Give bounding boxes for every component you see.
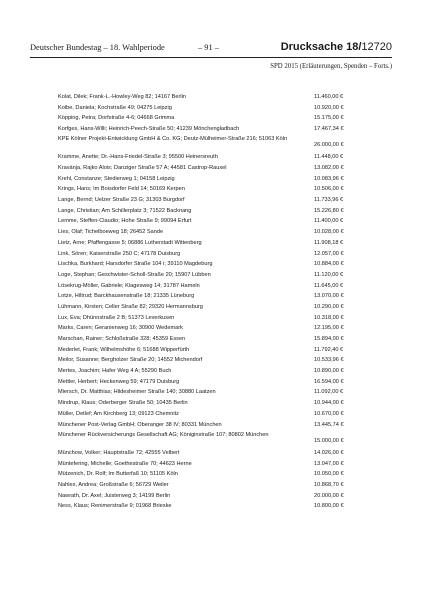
- donation-row: [58, 113, 378, 124]
- donor-name-address: Marks, Caren; Geranienweg 16; 30900 Wedemark: [58, 325, 183, 332]
- donor-name-address: Miersch, Dr. Matthias; Hildesheimer Straße 140; 30880 Laatzen: [58, 389, 216, 396]
- donation-row: [58, 238, 378, 249]
- donation-amount: 10.670,00 €: [314, 410, 344, 417]
- donor-name-address: Kolat, Dilek; Frank-L.-Howley-Weg 82; 14167 Berlin: [58, 94, 186, 100]
- donation-amount: 15.226,80 €: [314, 207, 344, 214]
- donation-amount: 11.092,00 €: [314, 389, 344, 396]
- page-number: – 91 –: [198, 43, 219, 52]
- donation-row: [58, 334, 378, 345]
- donor-name-address: Nahles, Andrea; Großstraße 6; 56729 Weiler: [58, 481, 169, 488]
- donor-name-address: Lange, Bernd; Uelzer Straße 23 G; 31303 Burgdorf: [58, 197, 185, 204]
- donation-amount: 10.083,96 €: [314, 175, 344, 182]
- donation-amount: 11.400,00 €: [314, 218, 344, 225]
- donation-amount: 10.318,00 €: [314, 314, 344, 321]
- donation-amount: 10.920,00 €: [314, 104, 344, 111]
- donor-name-address: Lemme, Steffen-Claudio; Hohe Straße 9; 99094 Erfurt: [58, 218, 192, 225]
- donation-row: [58, 103, 378, 114]
- donor-name-address: Ness, Klaus; Renimerstraße 9; 01968 Brieske: [58, 503, 172, 510]
- donation-row: [58, 206, 378, 217]
- donation-amount: 10.506,00 €: [314, 186, 344, 193]
- document-label: Drucksache 18/: [280, 41, 362, 53]
- donation-amount: 10.868,70 €: [314, 481, 344, 488]
- donor-name-address: Mertes, Joachim; Hafer Weg 4 A; 55290 Buch: [58, 368, 172, 375]
- donation-row: [58, 184, 378, 195]
- donation-amount: 10.944,00 €: [314, 400, 344, 407]
- document-number: [281, 41, 392, 54]
- donation-amount: 10.028,00 €: [314, 229, 344, 236]
- donation-row: [58, 174, 378, 185]
- donor-name-address: Lösekrug-Möller, Gabriele; Klagesweg 14; 31787 Hameln: [58, 282, 200, 289]
- donor-name-address: Lux, Eva; Dhünnstraße 2 B; 51373 Leverkusen: [58, 314, 175, 321]
- donation-row: [58, 270, 378, 281]
- donation-amount: 12.057,00 €: [314, 250, 344, 257]
- donation-row: [58, 409, 378, 420]
- donation-row: [58, 195, 378, 206]
- donor-name-address: Mettler, Herbert; Heckenweg 59; 47179 Duisburg: [58, 378, 180, 385]
- donation-amount: 15.000,00 €: [314, 437, 344, 444]
- document-number-value: 12720: [361, 41, 392, 53]
- donation-row: [58, 501, 378, 512]
- donor-name-address: Nawrath, Dr. Axel; Juisterweg 3; 14199 Berlin: [58, 492, 171, 499]
- donation-amount: 10.884,00 €: [314, 261, 344, 268]
- donation-row: [58, 291, 378, 302]
- donation-amount: 15.894,00 €: [314, 336, 344, 343]
- donation-row: [58, 355, 378, 366]
- donation-amount: 13.082,00 €: [314, 165, 344, 172]
- parliament-period: Deutscher Bundestag – 18. Wahlperiode: [30, 43, 165, 52]
- donation-row: [58, 420, 378, 431]
- donation-amount: 12.195,00 €: [314, 325, 344, 332]
- donor-name-address: Mindrup, Klaus; Oderberger Straße 50; 10435 Berlin: [58, 400, 188, 407]
- donor-name-address: Münchener Rückversicherungs Gesellschaft AG; Königinstraße 107; 80802 München: [58, 431, 269, 438]
- donation-amount: 10.533,96 €: [314, 357, 344, 364]
- donation-row: [58, 313, 378, 324]
- donor-name-address: Loge, Stephan; Geschwister-Scholl-Straße 20; 15907 Lübben: [58, 271, 211, 278]
- donation-row: [58, 249, 378, 260]
- donor-name-address: Münchow, Volker; Hauptstraße 72; 42555 Velbert: [58, 449, 180, 456]
- donation-row: [58, 323, 378, 334]
- donor-name-address: Münchener Post-Verlag GmbH; Oberanger 38 IV; 80331 München: [58, 421, 222, 428]
- donation-amount: 10.800,00 €: [314, 503, 344, 510]
- donor-name-address: Müller, Detlef; Am Kirchberg 13; 09123 Chemnitz: [58, 410, 179, 417]
- donor-name-address: Lühmann, Kirsten; Celler Straße 82; 29320 Hermannsburg: [58, 303, 203, 310]
- donor-name-address: Mützenich, Dr. Rolf; Im Butterfaß 10; 51105 Köln: [58, 471, 178, 478]
- donation-row: [58, 398, 378, 409]
- donation-amount: 11.733,96 €: [314, 197, 344, 204]
- donation-row: [58, 459, 378, 470]
- donor-name-address: Müntefering, Michelle; Goethestraße 70; 44623 Herne: [58, 460, 192, 467]
- donation-row: [58, 259, 378, 270]
- donation-row: [58, 163, 378, 174]
- donor-name-address: KPE Kölner Projekt-Entwicklung GmbH & Co. KG; Deutz-Mülheimer-Straße 216; 51063 Köln: [58, 136, 288, 143]
- donor-name-address: Meilor, Susanne; Bergholzer Straße 20; 14552 Michendorf: [58, 357, 203, 364]
- donor-name-address: Lotze, Hiltrud; Barckhausenstraße 18; 21335 Lüneburg: [58, 293, 195, 300]
- donation-amount: 10.050,00 €: [314, 471, 344, 478]
- page-header: [30, 43, 392, 58]
- donation-row: [58, 377, 378, 388]
- donor-name-address: Köpping, Petra; Dorfstraße 4-6; 04668 Grimma: [58, 115, 175, 122]
- donor-name-address: Link, Sören; Kaiserstraße 250 C; 47178 Duisburg: [58, 250, 181, 257]
- donor-name-address: Kramme, Anette; Dr.-Hans-Friedel-Straße 3; 95500 Heinersreuth: [58, 154, 218, 161]
- donation-row: [58, 480, 378, 491]
- donation-amount: 11.645,00 €: [314, 282, 344, 289]
- donor-name-address: Kravánja, Rajko Alois; Danziger Straße 57 A; 44581 Castrop-Rauxel: [58, 165, 227, 172]
- donation-amount: 10.290,00 €: [314, 303, 344, 310]
- donation-row: [58, 281, 378, 292]
- donation-row: [58, 491, 378, 502]
- donation-row: [58, 152, 378, 163]
- donor-name-address: Marschan, Rainer; Schloßstraße 328; 45359 Essen: [58, 336, 186, 343]
- donation-amount: 15.175,00 €: [314, 115, 344, 122]
- donation-amount: 11.120,00 €: [314, 271, 344, 278]
- donor-name-address: Lischka, Burkhard; Harsdorfer Straße 104 i; 39110 Magdeburg: [58, 261, 213, 268]
- donation-row: [58, 227, 378, 238]
- donation-row: [58, 448, 378, 459]
- donor-name-address: Mederlet, Frank; Wilhelmshöhe 6; 51688 Wipperfürth: [58, 346, 190, 353]
- donation-amount: 13.070,00 €: [314, 293, 344, 300]
- section-subheader: SPD 2015 (Erläuterungen, Spenden – Forts.): [270, 63, 392, 70]
- donor-name-address: Korfges, Hans-Willi; Heinrich-Peech-Straße 50; 41239 Mönchengladbach: [58, 126, 240, 133]
- donation-row: [58, 124, 378, 135]
- donation-amount: 11.460,00 €: [314, 94, 344, 100]
- donation-row: [58, 135, 378, 153]
- donor-name-address: Krehl, Constanze; Stedierweg 1; 04158 Leipzig: [58, 175, 175, 182]
- donation-list: [58, 92, 378, 512]
- donation-amount: 16.594,00 €: [314, 378, 344, 385]
- donation-amount: 13.445,74 €: [314, 421, 344, 428]
- donor-name-address: Kolbe, Daniela; Kochstraße 49; 04275 Leipzig: [58, 104, 172, 111]
- donor-name-address: Krings, Hans; Im Boisdorfer Feld 14; 50169 Kerpen: [58, 186, 185, 193]
- donation-row: [58, 216, 378, 227]
- donation-amount: 13.047,00 €: [314, 460, 344, 467]
- donation-row: [58, 345, 378, 356]
- donation-row: [58, 469, 378, 480]
- donation-amount: 20.000,00 €: [314, 492, 344, 499]
- donation-row: [58, 366, 378, 377]
- donation-row: [58, 302, 378, 313]
- donation-amount: 11.908,18 €: [314, 239, 344, 246]
- donation-amount: 26.000,00 €: [314, 142, 344, 149]
- donation-amount: 11.792,40 €: [314, 346, 344, 353]
- donation-row: [58, 430, 378, 448]
- donation-amount: 10.890,00 €: [314, 368, 344, 375]
- donation-amount: 14.026,00 €: [314, 449, 344, 456]
- donation-row: [58, 92, 378, 103]
- donor-name-address: Lies, Olaf; Tichelboeweg 18; 26452 Sande: [58, 229, 164, 236]
- donor-name-address: Lange, Christian; Am Schillerplatz 3; 71522 Backnang: [58, 207, 192, 214]
- donation-amount: 11.448,00 €: [314, 154, 344, 161]
- donation-row: [58, 387, 378, 398]
- donation-amount: 17.467,34 €: [314, 126, 344, 133]
- donor-name-address: Lietz, Arne; Pfaffengasse 5; 06886 Lutherstadt Wittenberg: [58, 239, 202, 246]
